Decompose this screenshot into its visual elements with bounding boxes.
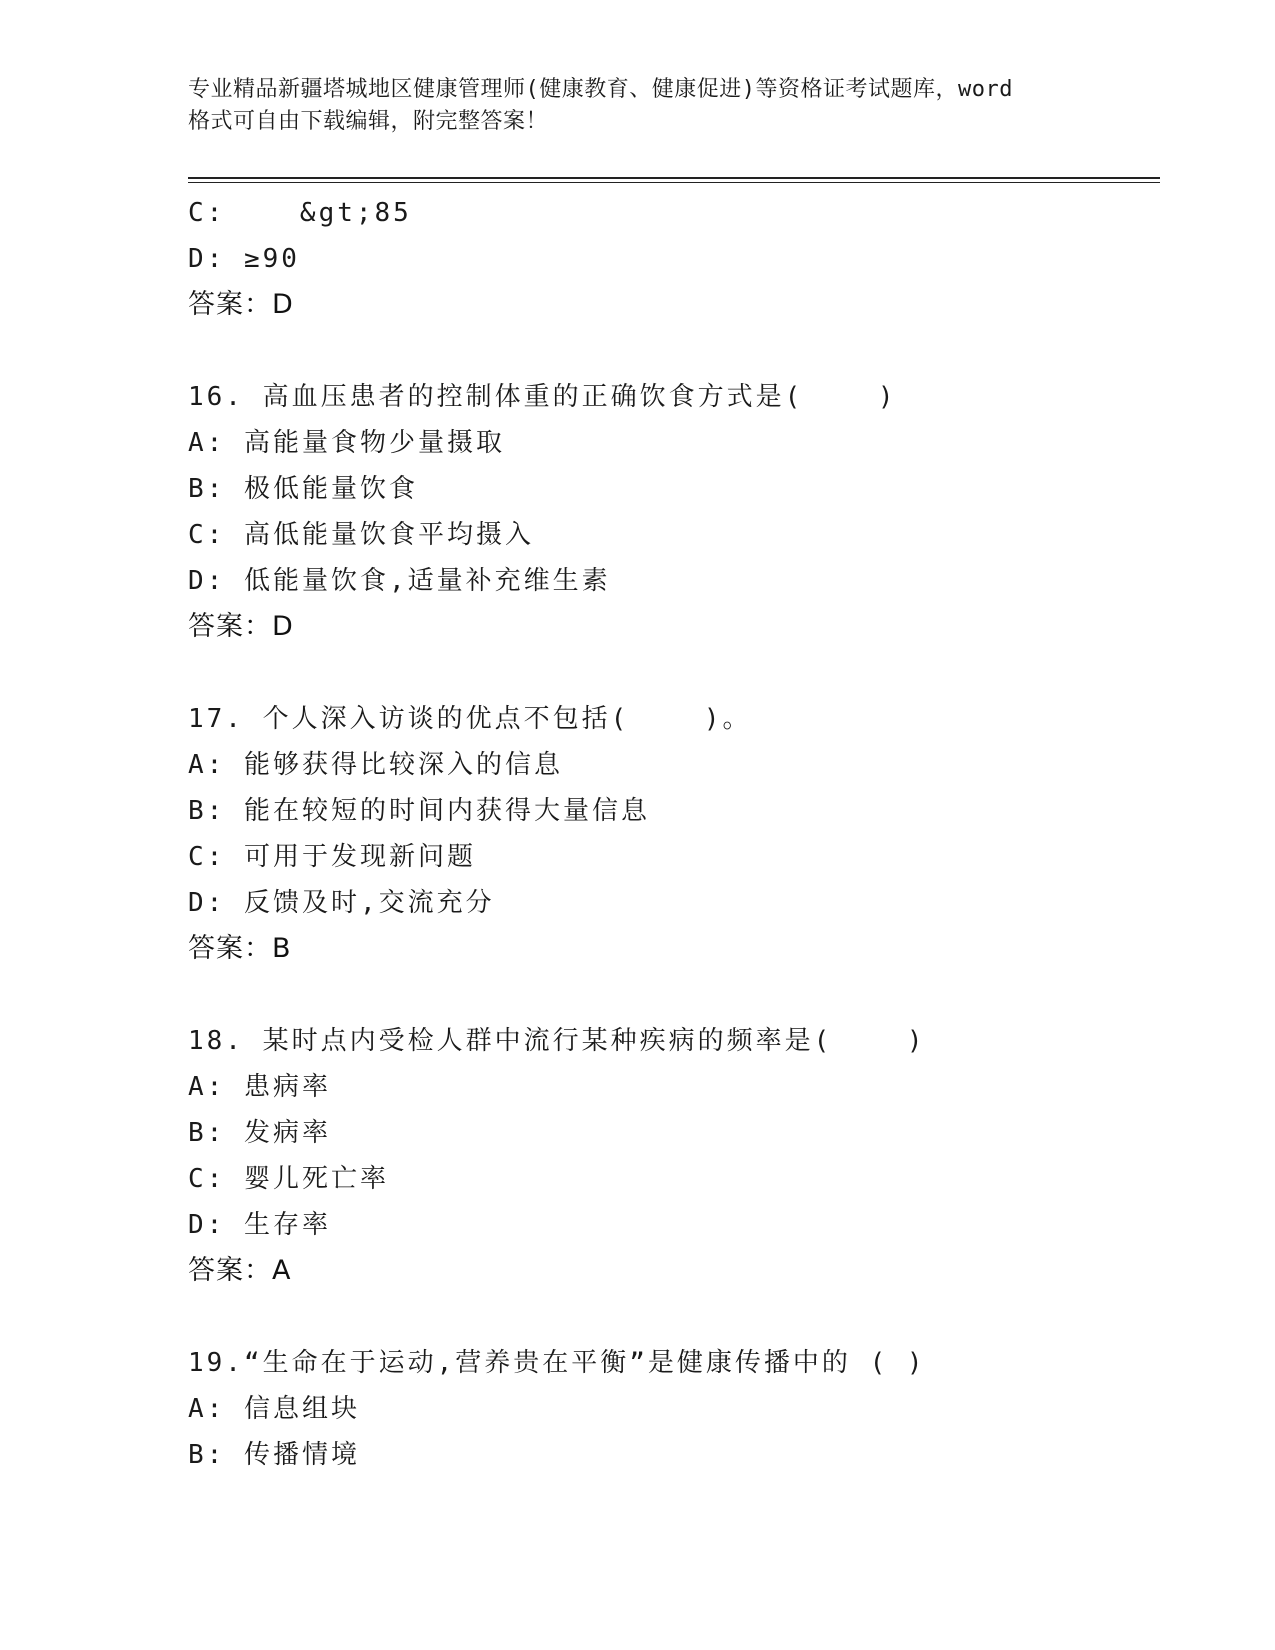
option-b: B: 极低能量饮食 (188, 474, 418, 504)
question-19 (188, 1340, 1160, 1478)
question-16 (188, 374, 1160, 650)
spacer (188, 650, 1160, 696)
option-b: B: 传播情境 (188, 1440, 360, 1470)
option-a: A: 患病率 (188, 1072, 331, 1102)
question-18 (188, 1018, 1160, 1294)
answer-line: 答案：D (188, 289, 294, 320)
option-a: A: 高能量食物少量摄取 (188, 428, 505, 458)
option-c: C: 婴儿死亡率 (188, 1164, 389, 1194)
question-list (188, 190, 1160, 1478)
document-header (188, 74, 1088, 138)
header-divider-thick (188, 177, 1160, 179)
option-c: C: 可用于发现新问题 (188, 842, 476, 872)
spacer (188, 972, 1160, 1018)
option-a: A: 能够获得比较深入的信息 (188, 750, 563, 780)
question-17 (188, 696, 1160, 972)
question-15 (188, 190, 1160, 328)
spacer (188, 328, 1160, 374)
option-d: D: ≥90 (188, 244, 300, 274)
question-text: 19.“生命在于运动,营养贵在平衡”是健康传播中的 ( ) (188, 1348, 926, 1378)
option-d: D: 反馈及时,交流充分 (188, 888, 495, 918)
question-text: 18. 某时点内受检人群中流行某种疾病的频率是( ) (188, 1026, 926, 1056)
answer-line: 答案：B (188, 933, 292, 964)
answer-line: 答案：A (188, 1255, 292, 1286)
option-c: C: 高低能量饮食平均摄入 (188, 520, 534, 550)
header-line-1: 专业精品新疆塔城地区健康管理师(健康教育、健康促进)等资格证考试题库，word (188, 77, 1013, 102)
header-divider-thin (188, 182, 1160, 183)
option-c: C: &gt;85 (188, 198, 412, 228)
option-b: B: 发病率 (188, 1118, 331, 1148)
header-line-2: 格式可自由下载编辑，附完整答案！ (188, 109, 549, 134)
spacer (188, 1294, 1160, 1340)
option-a: A: 信息组块 (188, 1394, 360, 1424)
option-d: D: 生存率 (188, 1210, 331, 1240)
answer-line: 答案：D (188, 611, 294, 642)
question-text: 17. 个人深入访谈的优点不包括( )。 (188, 704, 752, 734)
option-b: B: 能在较短的时间内获得大量信息 (188, 796, 650, 826)
question-text: 16. 高血压患者的控制体重的正确饮食方式是( ) (188, 382, 897, 412)
option-d: D: 低能量饮食,适量补充维生素 (188, 566, 611, 596)
